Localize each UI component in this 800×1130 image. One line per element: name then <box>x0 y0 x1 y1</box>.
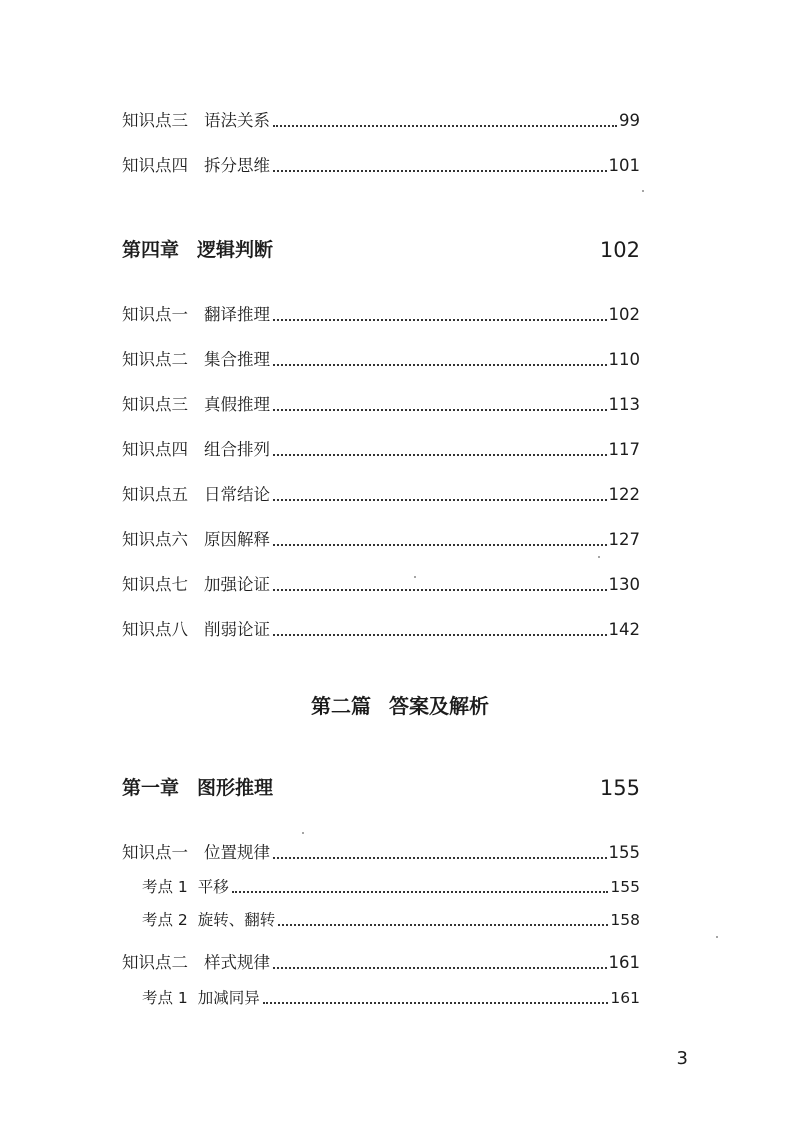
leader-dots <box>273 544 607 546</box>
entry-label: 知识点五 <box>122 485 188 504</box>
entry-label: 知识点六 <box>122 530 188 549</box>
entry-title: 组合排列 <box>204 440 270 459</box>
toc-entry[interactable] <box>122 347 640 371</box>
entry-title: 样式规律 <box>204 953 270 972</box>
toc-entry[interactable] <box>122 302 640 326</box>
chapter-heading[interactable] <box>122 770 640 800</box>
scan-speck <box>716 936 718 938</box>
toc-entry[interactable] <box>122 108 640 132</box>
entry-page: 99 <box>619 111 640 130</box>
leader-dots <box>273 170 607 172</box>
toc-entry[interactable] <box>122 950 640 974</box>
entry-page: 161 <box>610 989 640 1007</box>
entry-page: 122 <box>608 485 640 504</box>
entry-title: 加减同异 <box>197 989 260 1007</box>
entry-label: 考点 1 <box>142 989 188 1007</box>
toc-subentry[interactable] <box>142 985 640 1009</box>
chapter-page: 155 <box>599 776 640 800</box>
leader-dots <box>273 319 607 321</box>
entry-page: 101 <box>608 156 640 175</box>
entry-title: 日常结论 <box>204 485 270 504</box>
leader-dots <box>273 454 607 456</box>
leader-dots <box>273 125 617 127</box>
entry-label: 知识点八 <box>122 620 188 639</box>
leader-dots <box>273 589 607 591</box>
leader-dots <box>273 409 607 411</box>
leader-dots <box>278 924 608 926</box>
entry-title: 语法关系 <box>204 111 270 130</box>
leader-dots <box>263 1002 609 1004</box>
scan-speck <box>414 576 416 578</box>
entry-page: 127 <box>608 530 640 549</box>
entry-page: 161 <box>608 953 640 972</box>
scan-speck <box>598 556 600 558</box>
entry-title: 翻译推理 <box>204 305 270 324</box>
part-title: 答案及解析 <box>389 694 489 718</box>
toc-entry[interactable] <box>122 482 640 506</box>
scan-speck <box>642 190 644 192</box>
toc-entry[interactable] <box>122 527 640 551</box>
entry-title: 平移 <box>197 878 229 896</box>
toc-entry[interactable] <box>122 392 640 416</box>
entry-page: 113 <box>608 395 640 414</box>
entry-label: 知识点二 <box>122 350 188 369</box>
leader-dots <box>273 967 607 969</box>
entry-label: 知识点三 <box>122 111 188 130</box>
toc-entry[interactable] <box>122 617 640 641</box>
entry-label: 知识点四 <box>122 440 188 459</box>
entry-title: 集合推理 <box>204 350 270 369</box>
entry-label: 考点 2 <box>142 911 188 929</box>
entry-label: 知识点三 <box>122 395 188 414</box>
entry-page: 142 <box>608 620 640 639</box>
entry-page: 102 <box>608 305 640 324</box>
entry-page: 110 <box>608 350 640 369</box>
entry-label: 知识点一 <box>122 843 188 862</box>
entry-page: 130 <box>608 575 640 594</box>
part-label: 第二篇 <box>311 694 371 718</box>
entry-page: 117 <box>608 440 640 459</box>
entry-title: 拆分思维 <box>204 156 270 175</box>
leader-dots <box>273 364 607 366</box>
toc-entry[interactable] <box>122 153 640 177</box>
entry-title: 加强论证 <box>204 575 270 594</box>
leader-dots <box>273 499 607 501</box>
entry-title: 真假推理 <box>204 395 270 414</box>
entry-label: 知识点四 <box>122 156 188 175</box>
leader-dots <box>273 857 607 859</box>
toc-subentry[interactable] <box>142 907 640 931</box>
leader-dots <box>232 891 609 893</box>
entry-label: 知识点七 <box>122 575 188 594</box>
chapter-heading[interactable] <box>122 232 640 262</box>
chapter-label: 第一章 <box>122 777 180 799</box>
entry-page: 155 <box>610 878 640 896</box>
chapter-label: 第四章 <box>122 239 180 261</box>
entry-page: 158 <box>610 911 640 929</box>
entry-title: 削弱论证 <box>204 620 270 639</box>
entry-label: 考点 1 <box>142 878 188 896</box>
entry-title: 旋转、翻转 <box>197 911 276 929</box>
entry-label: 知识点一 <box>122 305 188 324</box>
entry-label: 知识点二 <box>122 953 188 972</box>
chapter-title: 逻辑判断 <box>197 239 274 261</box>
entry-page: 155 <box>608 843 640 862</box>
toc-entry[interactable] <box>122 840 640 864</box>
toc-entry[interactable] <box>122 437 640 461</box>
toc-entry[interactable] <box>122 572 640 596</box>
toc-subentry[interactable] <box>142 874 640 898</box>
page-number: 3 <box>676 1048 688 1069</box>
leader-dots <box>273 634 607 636</box>
chapter-title: 图形推理 <box>197 777 274 799</box>
part-heading[interactable] <box>0 690 800 719</box>
scan-speck <box>302 832 304 834</box>
chapter-page: 102 <box>599 238 640 262</box>
entry-title: 位置规律 <box>204 843 270 862</box>
entry-title: 原因解释 <box>204 530 270 549</box>
